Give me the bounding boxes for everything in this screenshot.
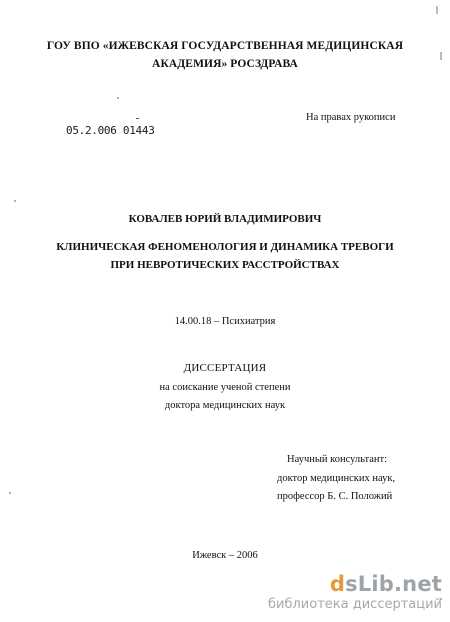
scan-edge-mark xyxy=(440,52,442,60)
city-year: Ижевск – 2006 xyxy=(192,550,258,561)
degree-line-1: на соискание ученой степени xyxy=(159,382,291,393)
dissertation-title-line-2: ПРИ НЕВРОТИЧЕСКИХ РАССТРОЙСТВАХ xyxy=(110,259,340,271)
degree-line-2: доктора медицинских наук xyxy=(164,400,286,411)
watermark-subtitle: библиотека диссертаций xyxy=(268,597,442,612)
watermark-logo-text: sLib.net xyxy=(345,572,442,596)
stamp-mark xyxy=(136,118,139,119)
dslib-watermark xyxy=(268,573,442,613)
consultant-name: профессор Б. С. Положий xyxy=(277,491,393,502)
watermark-logo xyxy=(268,573,442,595)
document-kind: ДИССЕРТАЦИЯ xyxy=(183,362,267,374)
institution-line-1: ГОУ ВПО «ИЖЕВСКАЯ ГОСУДАРСТВЕННАЯ МЕДИЦИНСКАЯ xyxy=(46,40,404,52)
author-name: КОВАЛЕВ ЮРИЙ ВЛАДИМИРОВИЧ xyxy=(128,213,322,225)
scan-speck xyxy=(14,200,16,202)
scan-speck xyxy=(9,492,11,494)
specialty-code: 14.00.18 – Психиатрия xyxy=(174,316,276,327)
consultant-degree: доктор медицинских наук, xyxy=(277,473,396,484)
dissertation-title-line-1: КЛИНИЧЕСКАЯ ФЕНОМЕНОЛОГИЯ И ДИНАМИКА ТРЕВОГИ xyxy=(56,241,394,253)
rights-note: На правах рукописи xyxy=(306,112,396,123)
consultant-label: Научный консультант: xyxy=(287,454,388,465)
watermark-logo-d: d xyxy=(329,572,346,596)
archive-stamp: 05.2.006 01443 xyxy=(66,124,155,137)
scan-edge-mark xyxy=(436,6,438,14)
scan-speck xyxy=(117,97,119,99)
institution-line-2: АКАДЕМИЯ» РОСЗДРАВА xyxy=(152,58,298,70)
